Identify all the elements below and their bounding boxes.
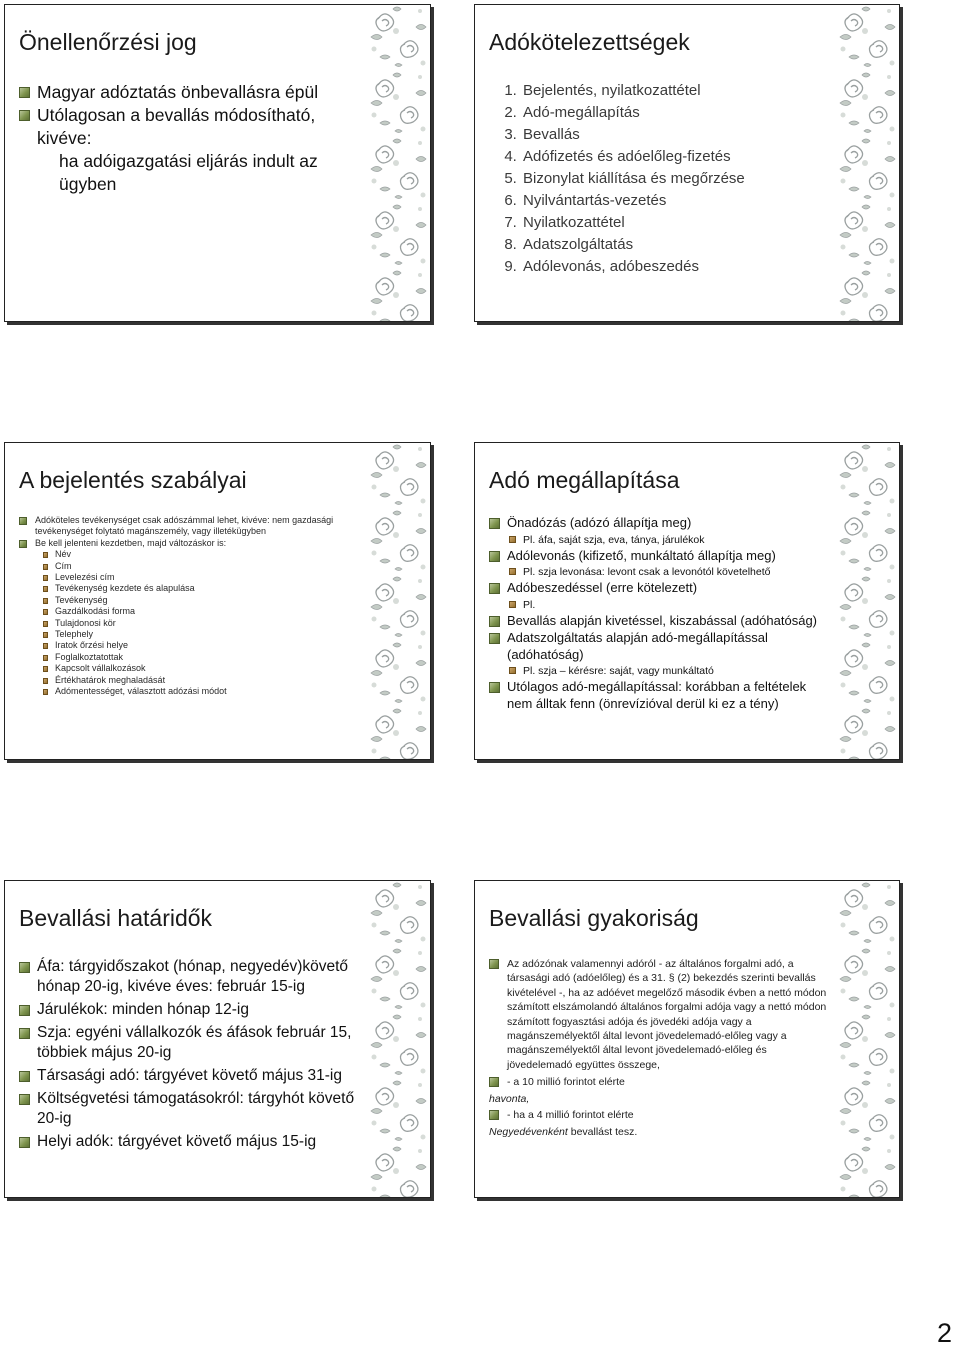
slide-bejelentes-szabalyai xyxy=(4,442,431,760)
bullet-item: Utólagosan a bevallás módosítható, kivéve: xyxy=(19,104,362,150)
slide-content xyxy=(489,80,831,278)
floral-border-decoration xyxy=(368,5,430,321)
slide-content xyxy=(19,81,362,196)
floral-border-decoration xyxy=(368,443,430,759)
slide-content xyxy=(489,957,831,1140)
floral-border-decoration xyxy=(837,443,899,759)
sub-bullet-item: Tevékenység xyxy=(19,595,362,606)
list-item: 2. Adó-megállapítás xyxy=(521,102,831,124)
slide-title: Adó megállapítása xyxy=(489,467,680,493)
slide-title: Bevallási gyakoriság xyxy=(489,905,699,931)
sub-bullet-item: Pl. szja – kérésre: saját, vagy munkáltató xyxy=(489,664,827,679)
slide-adokotelezettsegek xyxy=(474,4,900,322)
slide-content xyxy=(19,957,362,1155)
sub-bullet-item: Adómentességet, választott adózási módot xyxy=(19,686,362,697)
bullet-item: - a 10 millió forintot elérte xyxy=(489,1075,831,1089)
list-item: 1. Bejelentés, nyilatkozattétel xyxy=(521,80,831,102)
bullet-item: Adatszolgáltatás alapján adó-megállapítással (adóhatóság) xyxy=(489,630,827,663)
sub-bullet-item: Tevékenység kezdete és alapulása xyxy=(19,583,362,594)
list-item: 4. Adófizetés és adóelőleg-fizetés xyxy=(521,146,831,168)
closing-line xyxy=(489,1125,831,1139)
bullet-item: Szja: egyéni vállalkozók és áfások február 15, többiek május 20-ig xyxy=(19,1023,362,1063)
italic-note: Negyedévenként xyxy=(489,1126,568,1139)
floral-border-decoration xyxy=(837,881,899,1197)
sub-bullet-item: Pl. áfa, saját szja, eva, tánya, járulékok xyxy=(489,533,827,548)
bullet-item: Helyi adók: tárgyévet követő május 15-ig xyxy=(19,1132,362,1152)
sub-bullet-item: Név xyxy=(19,549,362,560)
list-item: 7. Nyilatkozattétel xyxy=(521,212,831,234)
sub-bullet-item: Tulajdonosi kör xyxy=(19,618,362,629)
list-item: 8. Adatszolgáltatás xyxy=(521,234,831,256)
bullet-paragraph: Az adózónak valamennyi adóról - az általános forgalmi adó, a társasági adó (adóelőleg) és a 31. § (2) bekezdés szerinti bevallás kivételével -, ha az adóévet megelőző második évben a nettó módon számított elszámolandó általános forgalmi adója vagy a nettó módon számított fogyasztási adója és jövedéki adója vagy a magánszemélyektől által levont jövedelemadó-előleg vagy a magánszemélyektől által levont jövedelemadó-előleg és jövedelemadó együttes összege, xyxy=(489,957,831,1072)
bullet-item: Költségvetési támogatásokról: tárgyhót követő 20-ig xyxy=(19,1089,362,1129)
slide-title: Adókötelezettségek xyxy=(489,29,690,55)
bullet-item: Önadózás (adózó állapítja meg) xyxy=(489,515,827,532)
slide-onellenorzesi-jog xyxy=(4,4,431,322)
italic-note: havonta, xyxy=(489,1092,530,1105)
bullet-item: Magyar adóztatás önbevallásra épül xyxy=(19,81,362,104)
slide-ado-megallapitasa xyxy=(474,442,900,760)
bullet-item: - ha a 4 millió forintot elérte xyxy=(489,1108,831,1122)
slide-bevallasi-hataridok xyxy=(4,880,431,1198)
list-item: 9. Adólevonás, adóbeszedés xyxy=(521,256,831,278)
sub-bullet-item: Telephely xyxy=(19,629,362,640)
slide-content xyxy=(19,515,362,698)
sub-bullet-item: Levelezési cím xyxy=(19,572,362,583)
slide-bevallasi-gyakorisag xyxy=(474,880,900,1198)
sub-bullet-item: Iratok őrzési helye xyxy=(19,640,362,651)
bullet-item: Utólagos adó-megállapítással: korábban a feltételek nem álltak fenn (önrevízióval derül ki ez a tény) xyxy=(489,679,827,712)
indented-text: ha adóigazgatási eljárás indult az ügyben xyxy=(59,151,318,194)
sub-bullet-item: Cím xyxy=(19,561,362,572)
page-number: 2 xyxy=(936,1318,952,1348)
bullet-item: Áfa: tárgyidőszakot (hónap, negyedév)követő hónap 20-ig, kivéve éves: február 15-ig xyxy=(19,957,362,997)
sub-bullet-item: Kapcsolt vállalkozások xyxy=(19,663,362,674)
list-item: 6. Nyilvántartás-vezetés xyxy=(521,190,831,212)
sub-bullet-item: Foglalkoztatottak xyxy=(19,652,362,663)
floral-border-decoration xyxy=(368,881,430,1197)
bullet-item: Bevallás alapján kivetéssel, kiszabással (adóhatóság) xyxy=(489,613,827,630)
slide-title: Önellenőrzési jog xyxy=(19,29,197,55)
list-item: 3. Bevallás xyxy=(521,124,831,146)
bullet-item: Adóköteles tevékenységet csak adószámmal lehet, kivéve: nem gazdasági tevékenységet folytató magánszemély, vagy illetékügyben xyxy=(19,515,362,538)
closing-text: bevallást tesz. xyxy=(567,1126,638,1139)
bullet-item: Adólevonás (kifizető, munkáltató állapítja meg) xyxy=(489,548,827,565)
bullet-item: Be kell jelenteni kezdetben, majd változáskor is: xyxy=(19,538,362,549)
slide-title: Bevallási határidők xyxy=(19,905,213,931)
sub-bullet-item: Gazdálkodási forma xyxy=(19,606,362,617)
bullet-item: Társasági adó: tárgyévet követő május 31-ig xyxy=(19,1066,362,1086)
list-item: 5. Bizonylat kiállítása és megőrzése xyxy=(521,168,831,190)
sub-bullet-item: Pl. szja levonása: levont csak a levonótól követelhető xyxy=(489,565,827,580)
slide-content xyxy=(489,515,827,713)
slide-title: A bejelentés szabályai xyxy=(19,467,247,493)
numbered-list xyxy=(489,80,831,278)
sub-bullet-item: Értékhatárok meghaladását xyxy=(19,675,362,686)
bullet-item: Járulékok: minden hónap 12-ig xyxy=(19,1000,362,1020)
sub-bullet-item: Pl. xyxy=(489,598,827,613)
bullet-item: Adóbeszedéssel (erre kötelezett) xyxy=(489,580,827,597)
floral-border-decoration xyxy=(837,5,899,321)
